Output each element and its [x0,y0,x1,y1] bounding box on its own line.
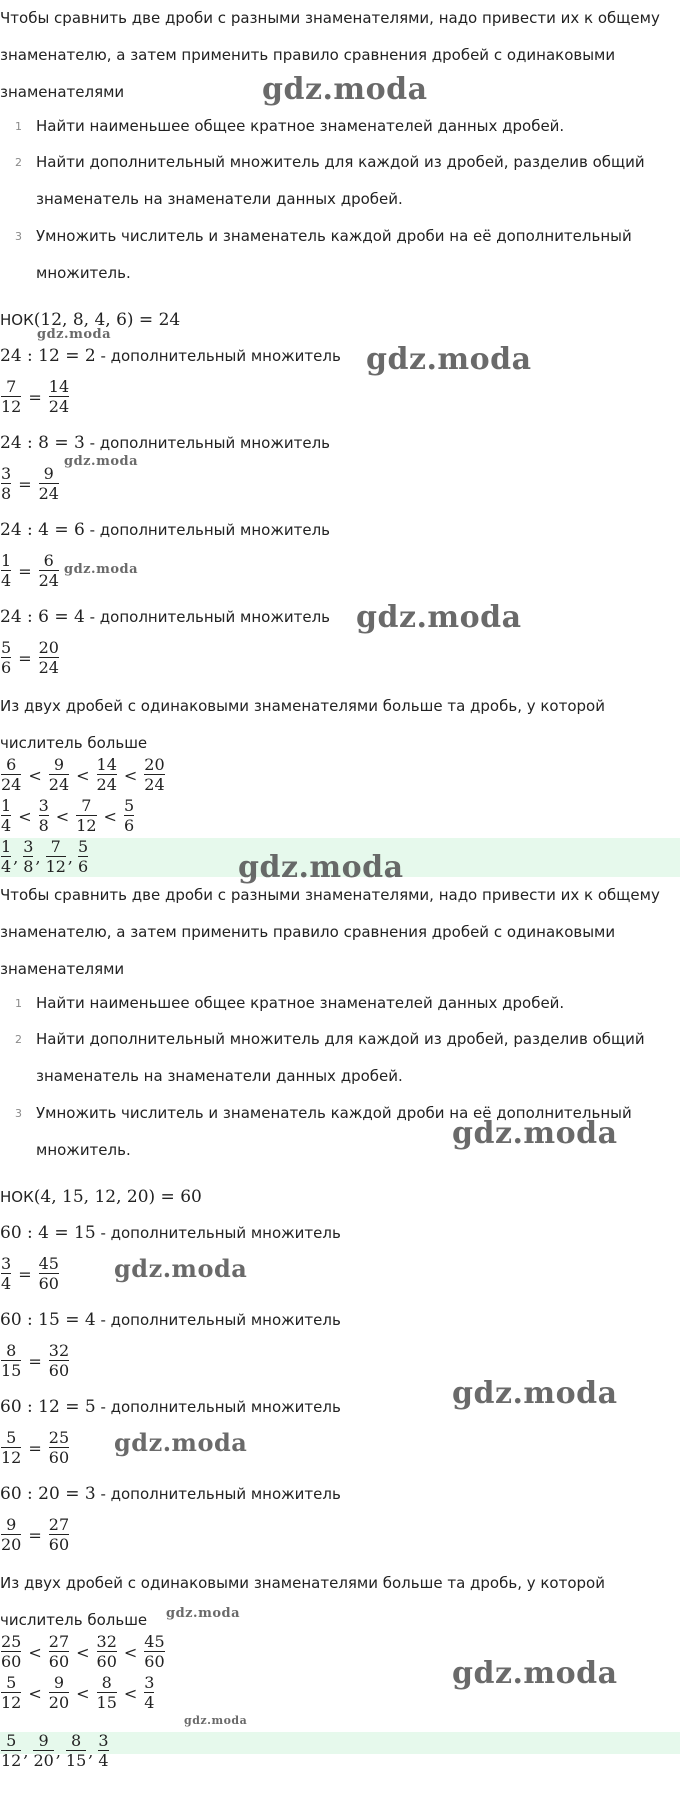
comparison-common-denominator: $\frac{6}{24}$ < $\frac{9}{24}$ < $\frac{14}{24}$ < $\frac{20}{24}$ [1,755,165,794]
factor-note: - дополнительный множитель [95,1224,341,1242]
task-2 [0,877,680,1770]
watermark: gdz.moda [37,327,112,342]
factor-note: - дополнительный множитель [95,347,341,365]
fraction: $\frac{5}{12}$ [1,1428,22,1467]
fraction: $\frac{9}{20}$ [48,1673,70,1712]
fraction: $\frac{32}{60}$ [48,1341,70,1380]
fraction: $\frac{14}{24}$ [48,377,70,416]
step-text: Найти наименьшее общее кратное знаменателей данных дробей. [36,117,565,135]
step-number: 1 [15,120,22,133]
factor-note: - дополнительный множитель [84,608,331,626]
fraction: $\frac{20}{24}$ [38,638,59,677]
factor-note: - дополнительный множитель [95,1485,341,1503]
factor-expression: 24 : 8 = 3 [0,433,85,453]
watermark: gdz.moda [238,850,404,885]
fraction: $\frac{3}{4}$ [144,1673,155,1712]
watermark: gdz.moda [64,562,139,577]
factor-line-2 [0,433,330,453]
fraction: $\frac{3}{4}$ [1,1254,12,1293]
step-number: 1 [15,997,22,1010]
fraction: $\frac{25}{60}$ [48,1428,70,1467]
factor-note: - дополнительный множитель [95,1398,341,1416]
factor-expression: 24 : 4 = 6 [0,520,85,540]
factor-note: - дополнительный множитель [84,434,331,452]
factor-note: - дополнительный множитель [95,1311,341,1329]
fraction: $\frac{6}{24}$ [38,551,59,590]
fraction: $\frac{32}{60}$ [96,1632,117,1671]
rule-text: Из двух дробей с одинаковыми знаменателями больше та дробь, у которой числитель больше [0,1574,605,1629]
factor-line-1 [0,346,341,366]
watermark: gdz.moda [114,1428,248,1457]
fraction-conversion-3: $\frac{1}{4}$ = $\frac{6}{24}$ [1,551,59,590]
watermark: gdz.moda [452,1376,618,1411]
fraction: $\frac{8}{15}$ [1,1341,22,1380]
answer-row: $\frac{1}{4}$ , $\frac{3}{8}$ , $\frac{7}{12}$ , $\frac{5}{6}$ [1,837,89,876]
watermark: gdz.moda [356,600,522,635]
factor-line-1 [0,1223,341,1243]
fraction: $\frac{1}{4}$ [1,796,12,835]
factor-line-4 [0,1484,341,1504]
watermark: gdz.moda [452,1656,618,1691]
factor-expression: 24 : 6 = 4 [0,607,85,627]
fraction: $\frac{27}{60}$ [48,1632,70,1671]
fraction: $\frac{9}{24}$ [38,464,59,503]
step-text: Найти дополнительный множитель для каждой из дробей, разделив общий знаменатель на знаменатели данных дробей. [36,153,645,208]
factor-expression: 60 : 12 = 5 [0,1397,96,1417]
task-1 [0,0,680,877]
fraction: $\frac{8}{15}$ [96,1673,117,1712]
step-text: Умножить числитель и знаменатель каждой дроби на её дополнительный множитель. [36,1104,632,1159]
fraction: $\frac{3}{4}$ [98,1731,109,1770]
watermark: gdz.moda [184,1714,248,1727]
fraction: $\frac{6}{24}$ [1,755,22,794]
factor-expression: 60 : 20 = 3 [0,1484,96,1504]
fraction: $\frac{9}{24}$ [48,755,70,794]
fraction: $\frac{45}{60}$ [38,1254,59,1293]
fraction-conversion-1: $\frac{7}{12}$ = $\frac{14}{24}$ [1,377,70,416]
fraction: $\frac{5}{12}$ [1,1673,22,1712]
watermark: gdz.moda [366,342,532,377]
fraction: $\frac{27}{60}$ [48,1515,70,1554]
nok-expression: (12, 8, 4, 6) = 24 [33,310,181,330]
fraction: $\frac{5}{6}$ [78,837,89,876]
watermark: gdz.moda [114,1254,248,1283]
factor-line-2 [0,1310,341,1330]
fraction-conversion-1: $\frac{3}{4}$ = $\frac{45}{60}$ [1,1254,59,1293]
fraction: $\frac{1}{4}$ [1,551,12,590]
comparison-original: $\frac{5}{12}$ < $\frac{9}{20}$ < $\frac{8}{15}$ < $\frac{3}{4}$ [1,1673,155,1712]
fraction: $\frac{7}{12}$ [1,377,22,416]
fraction-conversion-2: $\frac{8}{15}$ = $\frac{32}{60}$ [1,1341,70,1380]
factor-line-3 [0,520,330,540]
fraction: $\frac{9}{20}$ [1,1515,22,1554]
step-text: Найти наименьшее общее кратное знаменателей данных дробей. [36,994,565,1012]
fraction: $\frac{3}{8}$ [23,837,34,876]
fraction: $\frac{7}{12}$ [45,837,66,876]
watermark: gdz.moda [166,1606,241,1621]
fraction: $\frac{20}{24}$ [144,755,165,794]
rule-text: Из двух дробей с одинаковыми знаменателями больше та дробь, у которой числитель больше [0,697,605,752]
fraction: $\frac{25}{60}$ [1,1632,22,1671]
comparison-original: $\frac{1}{4}$ < $\frac{3}{8}$ < $\frac{7}{12}$ < $\frac{5}{6}$ [1,796,135,835]
step-number: 3 [15,1107,22,1120]
answer-row: $\frac{5}{12}$ , $\frac{9}{20}$ , $\frac{8}{15}$ , $\frac{3}{4}$ [1,1731,109,1770]
factor-expression: 24 : 12 = 2 [0,346,96,366]
factor-expression: 60 : 4 = 15 [0,1223,96,1243]
factor-line-3 [0,1397,341,1417]
nok-label: НОК [0,1188,34,1206]
watermark: gdz.moda [64,454,139,469]
nok-expression: (4, 15, 12, 20) = 60 [33,1187,202,1207]
watermark: gdz.moda [262,72,428,107]
fraction: $\frac{45}{60}$ [144,1632,165,1671]
fraction-conversion-4: $\frac{5}{6}$ = $\frac{20}{24}$ [1,638,59,677]
factor-line-4 [0,607,330,627]
intro-text: Чтобы сравнить две дроби с разными знаменателями, надо привести их к общему знаменателю, а затем применить правило сравнения дробей с одинаковыми знаменателями [0,9,660,101]
step-text: Умножить числитель и знаменатель каждой дроби на её дополнительный множитель. [36,227,632,282]
fraction-conversion-3: $\frac{5}{12}$ = $\frac{25}{60}$ [1,1428,70,1467]
fraction-conversion-4: $\frac{9}{20}$ = $\frac{27}{60}$ [1,1515,70,1554]
factor-expression: 60 : 15 = 4 [0,1310,96,1330]
fraction: $\frac{3}{8}$ [38,796,49,835]
fraction: $\frac{9}{20}$ [33,1731,54,1770]
fraction: $\frac{7}{12}$ [76,796,97,835]
watermark: gdz.moda [452,1116,618,1151]
nok-line [0,1187,202,1207]
step-text: Найти дополнительный множитель для каждой из дробей, разделив общий знаменатель на знаменатели данных дробей. [36,1030,645,1085]
fraction: $\frac{5}{6}$ [1,638,12,677]
fraction-conversion-2: $\frac{3}{8}$ = $\frac{9}{24}$ [1,464,59,503]
fraction: $\frac{5}{12}$ [1,1731,22,1770]
step-number: 2 [15,156,22,169]
step-number: 2 [15,1033,22,1046]
fraction: $\frac{8}{15}$ [65,1731,87,1770]
fraction: $\frac{14}{24}$ [96,755,117,794]
step-number: 3 [15,230,22,243]
fraction: $\frac{1}{4}$ [1,837,12,876]
fraction: $\frac{5}{6}$ [123,796,135,835]
nok-label: НОК [0,311,34,329]
factor-note: - дополнительный множитель [84,521,331,539]
fraction: $\frac{3}{8}$ [1,464,12,503]
intro-text: Чтобы сравнить две дроби с разными знаменателями, надо привести их к общему знаменателю, а затем применить правило сравнения дробей с одинаковыми знаменателями [0,886,660,978]
comparison-common-denominator: $\frac{25}{60}$ < $\frac{27}{60}$ < $\frac{32}{60}$ < $\frac{45}{60}$ [1,1632,165,1671]
